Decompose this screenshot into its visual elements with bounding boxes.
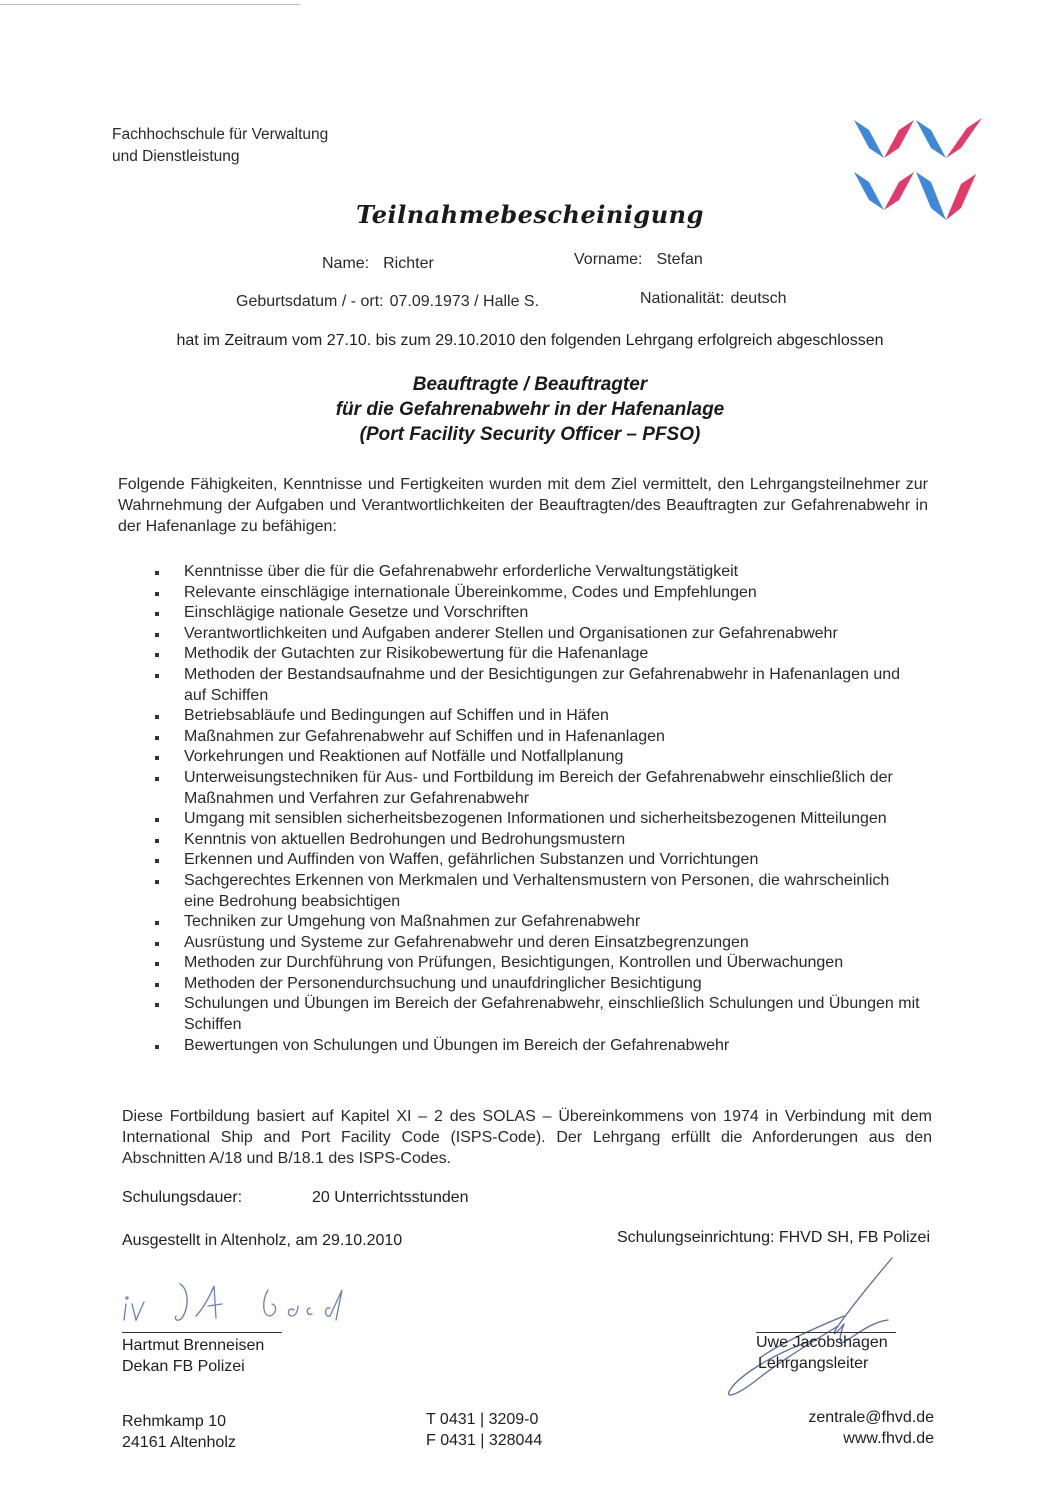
course-title-line-2: für die Gefahrenabwehr in der Hafenanlage [335, 399, 725, 420]
skill-item: Einschlägige nationale Gesetze und Vorschriften [150, 603, 920, 624]
name-value: Richter [383, 255, 434, 272]
signer-left [122, 1335, 264, 1377]
skill-item: Ausrüstung und Systeme zur Gefahrenabwehr und deren Einsatzbegrenzungen [150, 933, 920, 954]
course-title-line-1: Beauftragte / Beauftragter [412, 374, 648, 395]
nationality-label: Nationalität: [640, 290, 725, 307]
skill-item: Kenntnisse über die für die Gefahrenabwehr erforderliche Verwaltungstätigkeit [150, 562, 920, 583]
footer-phone-block [426, 1409, 542, 1451]
skill-item: Sachgerechtes Erkennen von Merkmalen und Verhaltensmustern von Personen, die wahrscheinlich eine Bedrohung beabsichtigen [150, 871, 920, 912]
institution-name [112, 124, 328, 168]
birth-value: 07.09.1973 / Halle S. [389, 293, 540, 310]
birth-label: Geburtsdatum / - ort: [236, 293, 384, 310]
footer-web: www.fhvd.de [843, 1430, 934, 1447]
completion-statement: hat im Zeitraum vom 27.10. bis zum 29.10.2010 den folgenden Lehrgang erfolgreich abgeschlossen [176, 332, 884, 349]
signer-left-name: Hartmut Brenneisen [122, 1337, 265, 1354]
footer-fax: F 0431 | 328044 [426, 1432, 543, 1449]
signer-left-role: Dekan FB Polizei [122, 1358, 245, 1375]
birth-field [236, 293, 539, 311]
nationality-field [640, 290, 787, 308]
issued-statement: Ausgestellt in Altenholz, am 29.10.2010 [122, 1232, 403, 1249]
firstname-field [574, 251, 703, 269]
skill-item: Relevante einschlägige internationale Übereinkomme, Codes und Empfehlungen [150, 583, 920, 604]
nationality-value: deutsch [730, 290, 787, 307]
signer-right-name: Uwe Jacobshagen [756, 1334, 888, 1351]
skill-item: Betriebsabläufe und Bedingungen auf Schiffen und in Häfen [150, 706, 920, 727]
skill-item: Techniken zur Umgehung von Maßnahmen zur Gefahrenabwehr [150, 912, 920, 933]
footer-street: Rehmkamp 10 [122, 1413, 227, 1430]
skill-item: Methodik der Gutachten zur Risikobewertung für die Hafenanlage [150, 644, 920, 665]
course-title-line-3: (Port Facility Security Officer – PFSO) [359, 424, 701, 445]
footer-contact [808, 1407, 934, 1449]
document-title: Teilnahmebescheinigung [356, 200, 704, 229]
institution-line-1: Fachhochschule für Verwaltung [112, 126, 329, 143]
skill-item: Methoden der Personendurchsuchung und unaufdringlicher Besichtigung [150, 974, 920, 995]
skill-item: Vorkehrungen und Reaktionen auf Notfälle und Notfallplanung [150, 747, 920, 768]
scan-edge-line [0, 4, 300, 5]
duration-label: Schulungsdauer: [122, 1189, 243, 1206]
skill-item: Schulungen und Übungen im Bereich der Gefahrenabwehr, einschließlich Schulungen und Übungen mit Schiffen [150, 994, 920, 1035]
skill-item: Methoden zur Durchführung von Prüfungen, Besichtigungen, Kontrollen und Überwachungen [150, 953, 920, 974]
skill-item: Umgang mit sensiblen sicherheitsbezogenen Informationen und sicherheitsbezogenen Mitteilungen [150, 809, 920, 830]
course-title [0, 372, 1060, 447]
skill-item: Kenntnis von aktuellen Bedrohungen und Bedrohungsmustern [150, 830, 920, 851]
skill-item: Erkennen und Auffinden von Waffen, gefährlichen Substanzen und Vorrichtungen [150, 850, 920, 871]
footer-city: 24161 Altenholz [122, 1434, 236, 1451]
signer-right [756, 1332, 888, 1374]
signer-right-role: Lehrgangsleiter [758, 1355, 869, 1372]
duration-value: 20 Unterrichtsstunden [312, 1189, 469, 1206]
skill-item: Methoden der Bestandsaufnahme und der Besichtigungen zur Gefahrenabwehr in Hafenanlagen und auf Schiffen [150, 665, 920, 706]
institution-line-2: und Dienstleistung [112, 148, 240, 165]
name-field [322, 255, 434, 273]
skill-item: Unterweisungstechniken für Aus- und Fortbildung im Bereich der Gefahrenabwehr einschließlich der Maßnahmen und Verfahren zur Gefahrenabwehr [150, 768, 920, 809]
footer-address [122, 1411, 236, 1453]
footer-email: zentrale@fhvd.de [808, 1409, 934, 1426]
name-label: Name: [322, 255, 370, 272]
skills-list [150, 562, 920, 1056]
firstname-label: Vorname: [574, 251, 643, 268]
firstname-value: Stefan [656, 251, 703, 268]
skill-item: Bewertungen von Schulungen und Übungen im Bereich der Gefahrenabwehr [150, 1036, 920, 1057]
skill-item: Verantwortlichkeiten und Aufgaben anderer Stellen und Organisationen zur Gefahrenabwehr [150, 624, 920, 645]
duration-row [122, 1189, 469, 1207]
basis-paragraph: Diese Fortbildung basiert auf Kapitel XI – 2 des SOLAS – Übereinkommens von 1974 in Verbindung mit dem International Ship and Port Facility Code (ISPS-Code). Der Lehrgang erfüllt die Anforderungen aus den Abschnitten A/18 und B/18.1 des ISPS-Codes. [122, 1108, 932, 1167]
signature-line-left [122, 1332, 282, 1333]
signature-left [118, 1276, 368, 1336]
skill-item: Maßnahmen zur Gefahrenabwehr auf Schiffen und in Hafenanlagen [150, 727, 920, 748]
intro-paragraph: Folgende Fähigkeiten, Kenntnisse und Fertigkeiten wurden mit dem Ziel vermittelt, den Lehrgangsteilnehmer zur Wahrnehmung der Aufgaben und Verantwortlichkeiten der Beauftragten/des Beauftragten zur Gefahrenabwehr in der Hafenanlage zu befähigen: [118, 476, 928, 535]
signature-right [720, 1254, 920, 1404]
footer-phone: T 0431 | 3209-0 [426, 1411, 539, 1428]
training-facility: Schulungseinrichtung: FHVD SH, FB Polizei [616, 1229, 930, 1246]
